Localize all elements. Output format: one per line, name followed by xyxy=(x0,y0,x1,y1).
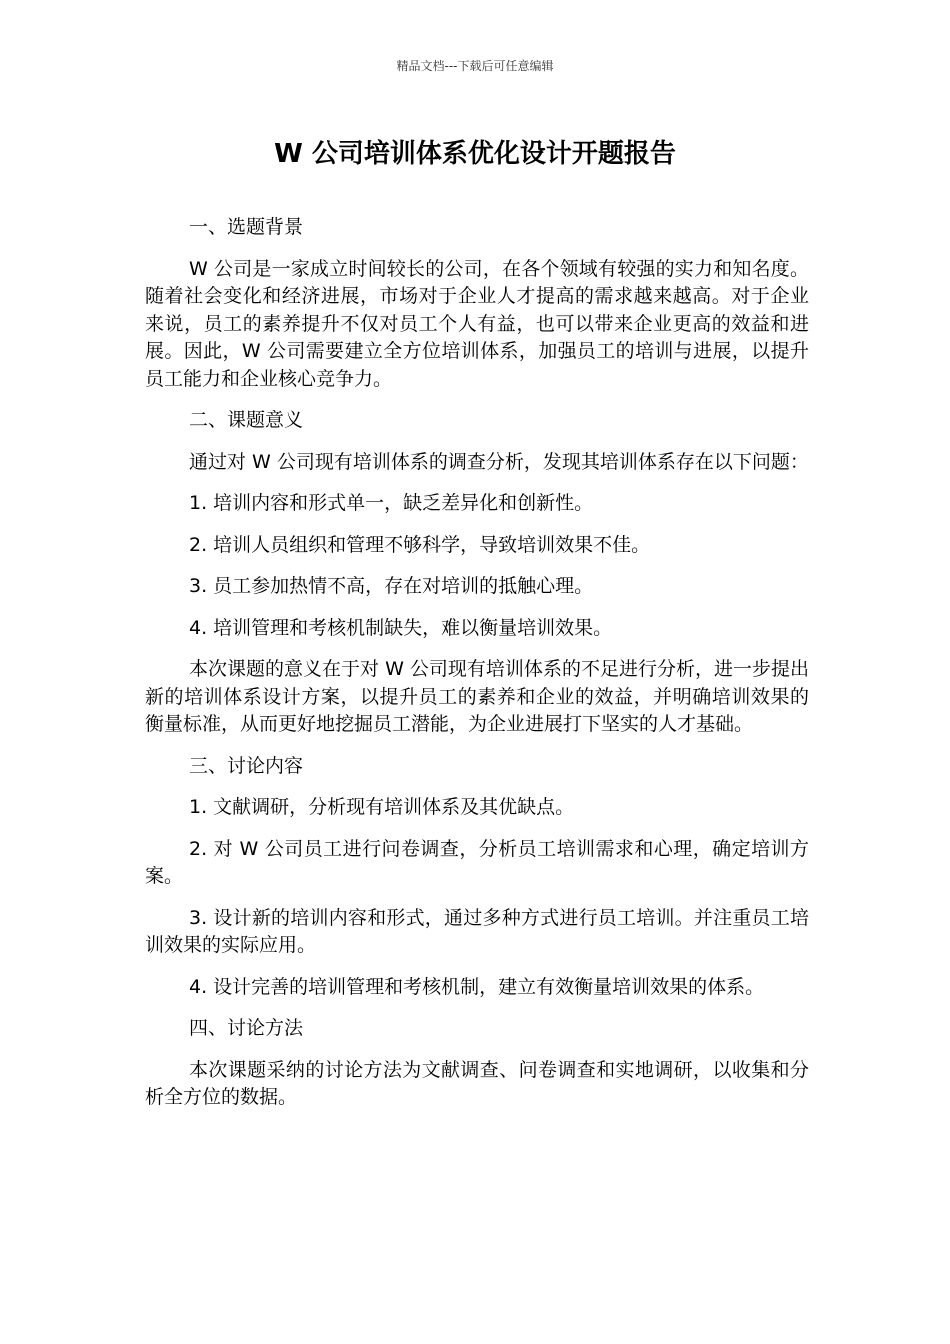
content-item-4: 4. 设计完善的培训管理和考核机制，建立有效衡量培训效果的体系。 xyxy=(189,975,765,998)
content-item-2: 2. 对 W 公司员工进行问卷调查，分析员工培训需求和心理，确定培训方案。 xyxy=(145,837,809,887)
section-heading-methods: 四、讨论方法 xyxy=(189,1017,304,1039)
paragraph-methods: 本次课题采纳的讨论方法为文献调查、问卷调查和实地调研，以收集和分析全方位的数据。 xyxy=(145,1058,809,1108)
document-title: W 公司培训体系优化设计开题报告 xyxy=(274,139,676,169)
content-item-1: 1. 文献调研，分析现有培训体系及其优缺点。 xyxy=(189,796,575,818)
content-item-3: 3. 设计新的培训内容和形式，通过多种方式进行员工培训。并注重员工培训效果的实际应用。 xyxy=(145,906,809,956)
section-heading-content: 三、讨论内容 xyxy=(189,754,304,777)
section-heading-significance: 二、课题意义 xyxy=(189,409,304,431)
paragraph-significance-intro: 通过对 W 公司现有培训体系的调查分析，发现其培训体系存在以下问题： xyxy=(189,450,809,473)
section-heading-background: 一、选题背景 xyxy=(189,216,304,238)
paragraph-significance: 本次课题的意义在于对 W 公司现有培训体系的不足进行分析，进一步提出新的培训体系设计方案，以提升员工的素养和企业的效益，并明确培训效果的衡量标准，从而更好地挖掘员工潜能，为企业进展打下坚实的人才基础。 xyxy=(145,658,809,735)
paragraph-background: W 公司是一家成立时间较长的公司，在各个领域有较强的实力和知名度。随着社会变化和经济进展，市场对于企业人才提高的需求越来越高。对于企业来说，员工的素养提升不仅对员工个人有益，也可以带来企业更高的效益和进展。因此，W 公司需要建立全方位培训体系，加强员工的培训与进展，以提升员工能力和企业核心竞争力。 xyxy=(145,257,809,390)
problem-item-1: 1. 培训内容和形式单一，缺乏差异化和创新性。 xyxy=(189,492,594,514)
problem-item-4: 4. 培训管理和考核机制缺失，难以衡量培训效果。 xyxy=(189,616,613,639)
problem-item-2: 2. 培训人员组织和管理不够科学，导致培训效果不佳。 xyxy=(189,533,651,556)
header-note: 精品文档---下载后可任意编辑 xyxy=(396,59,554,73)
document-body xyxy=(145,214,809,1126)
problem-item-3: 3. 员工参加热情不高，存在对培训的抵触心理。 xyxy=(189,575,594,597)
